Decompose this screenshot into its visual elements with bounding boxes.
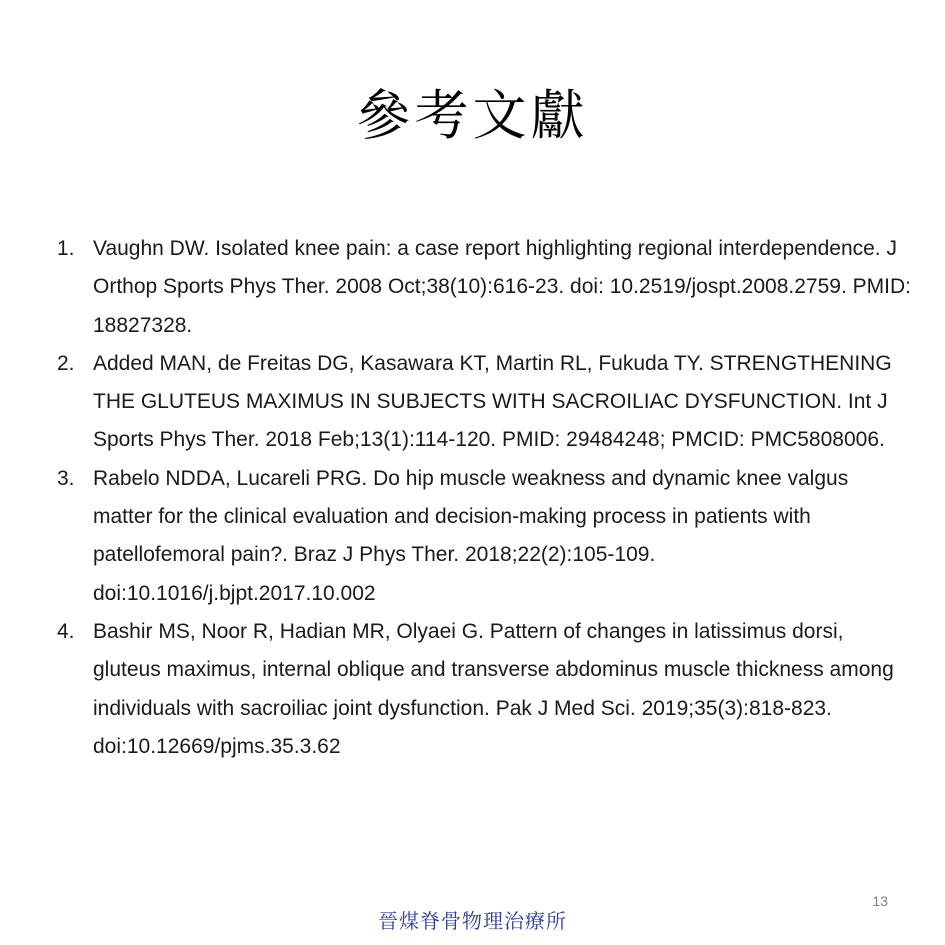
page-number: 13 (872, 893, 888, 909)
reference-text: Vaughn DW. Isolated knee pain: a case report highlighting regional interdependence. J Orthop Sports Phys Ther. 2008 Oct;38(10):616-23. doi: 10.2519/jospt.2008.2759. PMID: 18827328. (93, 237, 911, 337)
slide-title: 參考文獻 (356, 84, 589, 147)
reference-text: Bashir MS, Noor R, Hadian MR, Olyaei G. Pattern of changes in latissimus dorsi, gluteus maximus, internal oblique and transverse abdominus muscle thickness among individuals with sacroiliac joint dysfunction. Pak J Med Sci. 2019;35(3):818-823. doi:10.12669/pjms.35.3.62 (93, 619, 894, 758)
reference-number: 4. (57, 619, 75, 643)
reference-number: 2. (57, 351, 75, 375)
reference-item (57, 613, 912, 766)
reference-item (57, 230, 912, 345)
reference-list (57, 230, 912, 766)
reference-number: 1. (57, 237, 75, 260)
reference-text: Rabelo NDDA, Lucareli PRG. Do hip muscle weakness and dynamic knee valgus matter for the clinical evaluation and decision-making process in patients with patellofemoral pain?. Braz J Phys Ther. 2018;22(2):105-109. doi:10.1016/j.bjpt.2017.10.002 (93, 466, 849, 605)
reference-text: Added MAN, de Freitas DG, Kasawara KT, Martin RL, Fukuda TY. STRENGTHENING THE GLUTEUS MAXIMUS IN SUBJECTS WITH SACROILIAC DYSFUNCTION. Int J Sports Phys Ther. 2018 Feb;13(1):114-120. PMID: 29484248; PMCID: PMC5808006. (93, 351, 892, 452)
footer-clinic-name: 晉煤脊骨物理治療所 (378, 909, 567, 933)
reference-item (57, 345, 912, 460)
reference-number: 3. (57, 466, 75, 490)
reference-item (57, 460, 912, 613)
